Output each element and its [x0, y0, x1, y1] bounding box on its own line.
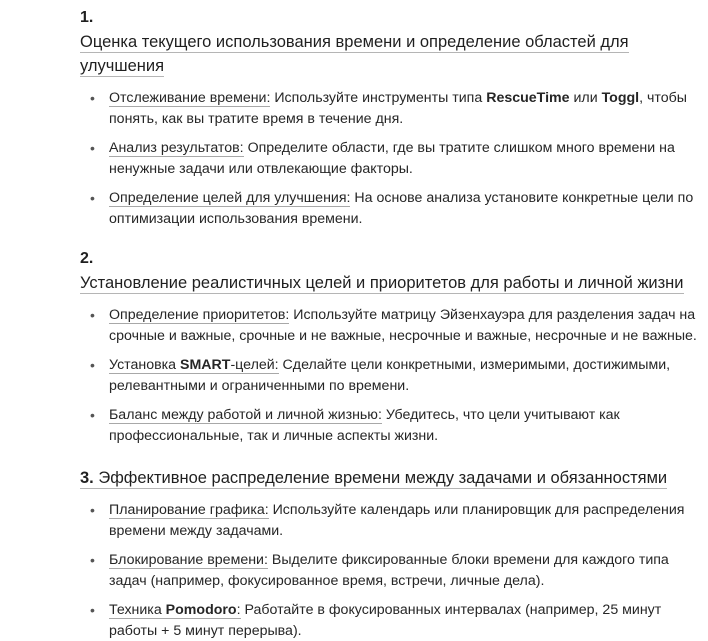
list-item [80, 600, 699, 641]
list-item [80, 355, 699, 396]
bullet-list [80, 88, 708, 229]
section-title-text: Установление реалистичных целей и приоритетов для работы и личной жизни [80, 274, 684, 292]
item-text: Сделайте цели конкретными, измеримыми, достижимыми, релевантными и ограниченными по времени. [109, 357, 671, 394]
item-term-text: Установка [109, 357, 180, 373]
item-text: Используйте инструменты типа [270, 90, 487, 106]
list-item [80, 305, 699, 346]
item-term: Планирование графика: [109, 502, 269, 518]
item-term-text: : [236, 602, 241, 618]
bullet-icon: • [90, 552, 95, 568]
item-term: Отслеживание времени: [109, 90, 271, 106]
item-text: или [569, 90, 602, 106]
list-item [80, 405, 699, 446]
section-title-label: Эффективное распределение времени между задачами и обязанностями [98, 469, 668, 487]
bullet-list [80, 500, 708, 641]
item-text: Используйте календарь или планировщик для распределения времени между задачами. [109, 502, 685, 539]
list-item [80, 500, 699, 541]
bullet-icon: • [90, 140, 95, 156]
item-text: Убедитесь, что цели учитывают как профессиональные, так и личные аспекты жизни. [109, 407, 620, 444]
section-title-text [80, 469, 667, 489]
section-title-line-2: улучшения [80, 57, 165, 75]
item-term-text: -целей: [230, 357, 279, 373]
item-term: Определение приоритетов: [109, 307, 290, 323]
item-term-text: Техника [109, 602, 166, 618]
item-text: Используйте матрицу Эйзенхауэра для разделения задач на срочные и важные, срочные и не важные, несрочные и важные, несрочные и не важные. [109, 307, 697, 344]
bullet-icon: • [90, 502, 95, 518]
section-number: 2. [80, 250, 94, 267]
bullet-icon: • [90, 602, 95, 618]
bullet-icon: • [90, 407, 95, 423]
list-item [80, 138, 699, 179]
item-text: Работайте в фокусированных интервалах (например, 25 минут работы + 5 минут перерыва). [109, 602, 662, 639]
item-bold-text: Toggl [601, 90, 640, 106]
section-title [80, 271, 708, 295]
list-item [80, 550, 699, 591]
item-term [109, 602, 241, 619]
bullet-icon: • [90, 357, 95, 373]
list-item [80, 88, 699, 129]
bullet-icon: • [90, 90, 95, 106]
item-text: Определите области, где вы тратите слишком много времени на ненужные задачи или отвлекающие факторы. [109, 140, 675, 177]
bullet-list [80, 305, 708, 446]
bullet-icon: • [90, 307, 95, 323]
item-text: Выделите фиксированные блоки времени для каждого типа задач (например, фокусированное время, встречи, личные дела). [109, 552, 669, 589]
item-bold-text: RescueTime [486, 90, 570, 106]
item-term [109, 357, 279, 374]
item-term-bold: Pomodoro [165, 602, 237, 618]
item-term-bold: SMART [180, 357, 231, 373]
section-1 [80, 0, 708, 229]
section-number: 3. [80, 469, 94, 487]
item-text: , чтобы понять, как вы тратите время в течение дня. [109, 90, 687, 127]
section-title [80, 466, 708, 490]
bullet-icon: • [90, 190, 95, 206]
item-term: Анализ результатов: [109, 140, 244, 156]
section-3 [80, 466, 708, 641]
section-2 [80, 249, 708, 446]
item-text: На основе анализа установите конкретные цели по оптимизации использования времени. [109, 190, 694, 227]
item-term: Определение целей для улучшения: [109, 190, 351, 206]
section-number: 1. [80, 9, 94, 26]
section-title-line-1: Оценка текущего использования времени и определение областей для [80, 33, 629, 51]
item-term: Блокирование времени: [109, 552, 268, 568]
item-term: Баланс между работой и личной жизнью: [109, 407, 382, 423]
section-title [80, 30, 708, 78]
list-item [80, 188, 699, 229]
